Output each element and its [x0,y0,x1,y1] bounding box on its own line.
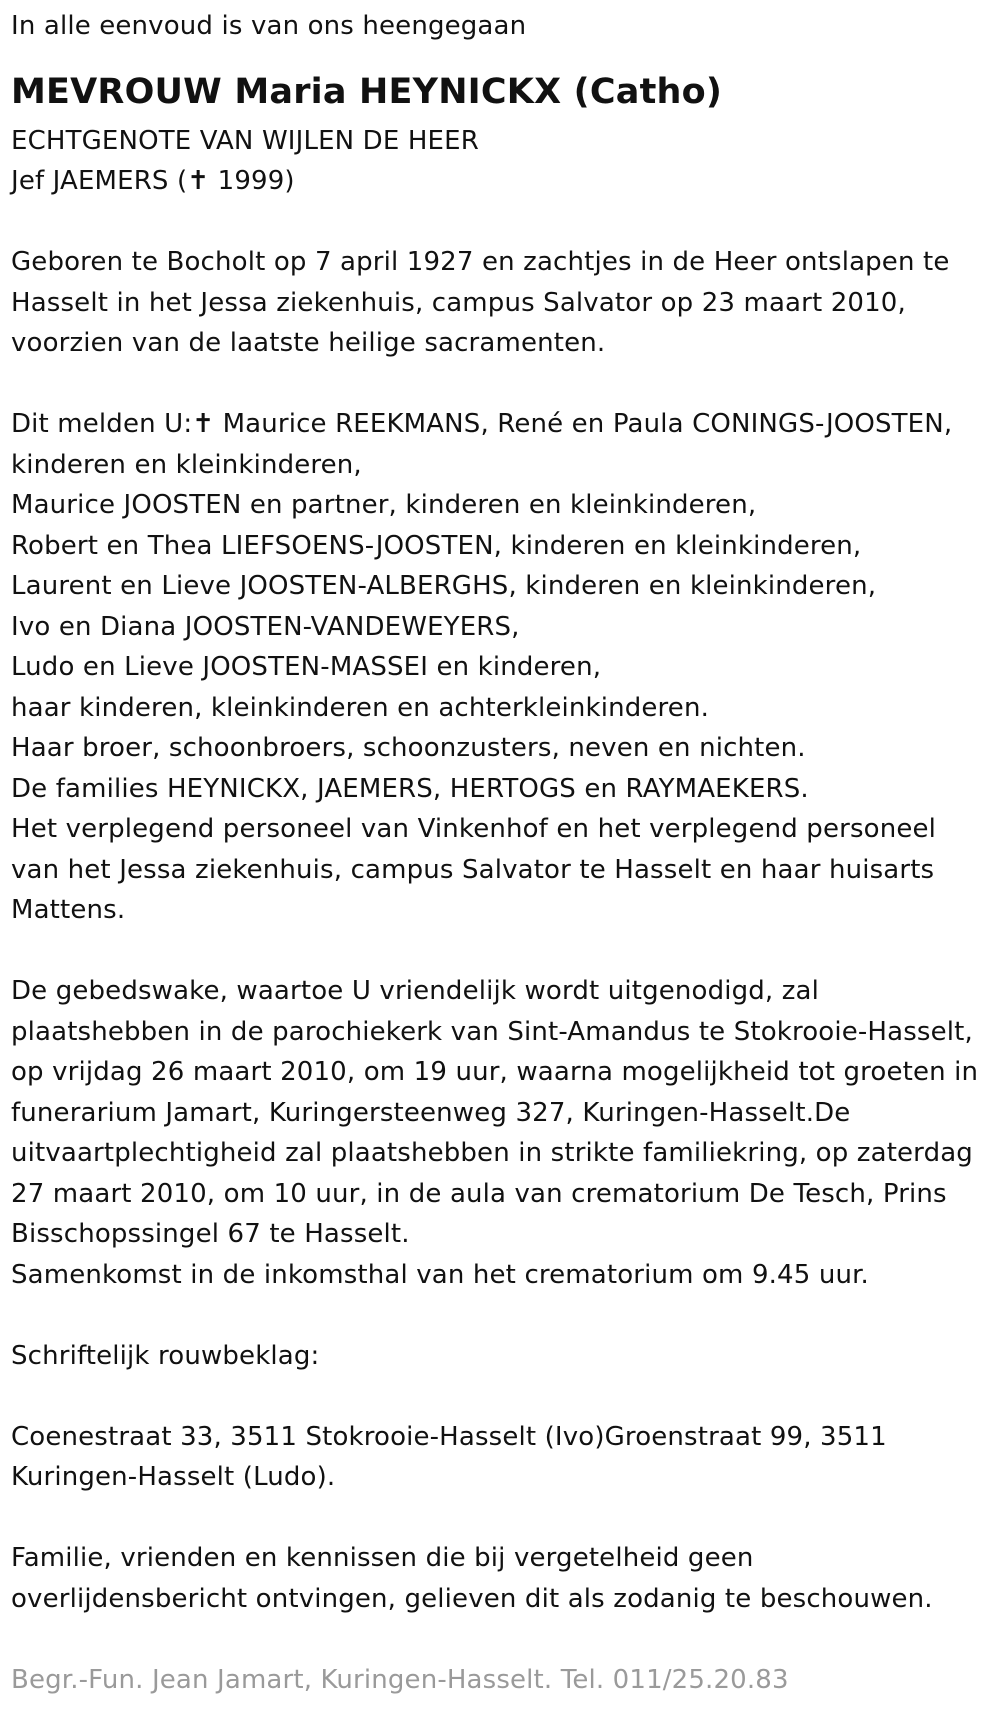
spacer [11,1619,989,1660]
birth-line: voorzien van de laatste heilige sacramenten. [11,328,606,358]
ceremony-line: Bisschopssingel 67 te Hasselt. [11,1219,410,1249]
family-line: Robert en Thea LIEFSOENS-JOOSTEN, kinderen en kleinkinderen, [11,530,862,561]
family-line: Maurice JOOSTEN en partner, kinderen en kleinkinderen, [11,490,757,520]
family-line: haar kinderen, kleinkinderen en achterkleinkinderen. [11,692,709,723]
family-line: Ivo en Diana JOOSTEN-VANDEWEYERS, [11,611,520,642]
ceremony-line: De gebedswake, waartoe U vriendelijk wordt uitgenodigd, zal [11,976,819,1006]
birth-death-block [11,242,989,364]
spouse-block [11,121,989,202]
condolence-label: Schriftelijk rouwbeklag: [11,1340,320,1371]
family-line: kinderen en kleinkinderen, [11,449,362,480]
spacer [11,1295,989,1336]
funeral-director-footer: Begr.-Fun. Jean Jamart, Kuringen-Hasselt. Tel. 011/25.20.83 [11,1664,789,1695]
birth-line: Hasselt in het Jessa ziekenhuis, campus Salvator op 23 maart 2010, [11,287,906,318]
family-line: De families HEYNICKX, JAEMERS, HERTOGS en RAYMAEKERS. [11,773,809,804]
ceremony-line: op vrijdag 26 maart 2010, om 19 uur, waarna mogelijkheid tot groeten in [11,1057,979,1087]
family-line: Het verplegend personeel van Vinkenhof en het verplegend personeel [11,814,936,844]
family-line: van het Jessa ziekenhuis, campus Salvator te Hasselt en haar huisarts [11,854,935,885]
address-line: Coenestraat 33, 3511 Stokrooie-Hasselt (Ivo)Groenstraat 99, 3511 [11,1421,887,1452]
ceremony-line: Samenkomst in de inkomsthal van het crematorium om 9.45 uur. [11,1259,869,1290]
spacer [11,202,989,243]
birth-line: Geboren te Bocholt op 7 april 1927 en zachtjes in de Heer ontslapen te [11,247,950,277]
family-line: Ludo en Lieve JOOSTEN-MASSEI en kinderen, [11,652,602,682]
family-line: Laurent en Lieve JOOSTEN-ALBERGHS, kinderen en kleinkinderen, [11,571,877,601]
closing-line: Familie, vrienden en kennissen die bij vergetelheid geen [11,1543,754,1573]
spacer [11,364,989,405]
deceased-name: MEVROUW Maria HEYNICKX (Catho) [11,71,723,112]
ceremony-line: funerarium Jamart, Kuringersteenweg 327, Kuringen-Hasselt.De [11,1097,851,1128]
family-block [11,404,989,931]
ceremony-line: uitvaartplechtigheid zal plaatshebben in strikte familiekring, op zaterdag [11,1138,973,1168]
closing-line: overlijdensbericht ontvingen, gelieven dit als zodanig te beschouwen. [11,1583,933,1614]
family-line: Mattens. [11,895,126,925]
intro-text: In alle eenvoud is van ons heengegaan [11,11,527,41]
spacer [11,1376,989,1417]
closing-block [11,1538,989,1619]
ceremony-block [11,971,989,1295]
ceremony-line: plaatshebben in de parochiekerk van Sint-Amandus te Stokrooie-Hasselt, [11,1016,973,1047]
spacer [11,931,989,972]
address-block [11,1417,989,1498]
spouse-line: Jef JAEMERS (✝ 1999) [11,166,295,196]
address-line: Kuringen-Hasselt (Ludo). [11,1462,336,1492]
family-line: Haar broer, schoonbroers, schoonzusters, neven en nichten. [11,733,806,763]
spacer [11,1498,989,1539]
family-line: Dit melden U:✝ Maurice REEKMANS, René en Paula CONINGS-JOOSTEN, [11,409,953,439]
ceremony-line: 27 maart 2010, om 10 uur, in de aula van crematorium De Tesch, Prins [11,1178,947,1209]
spouse-line: ECHTGENOTE VAN WIJLEN DE HEER [11,125,479,156]
